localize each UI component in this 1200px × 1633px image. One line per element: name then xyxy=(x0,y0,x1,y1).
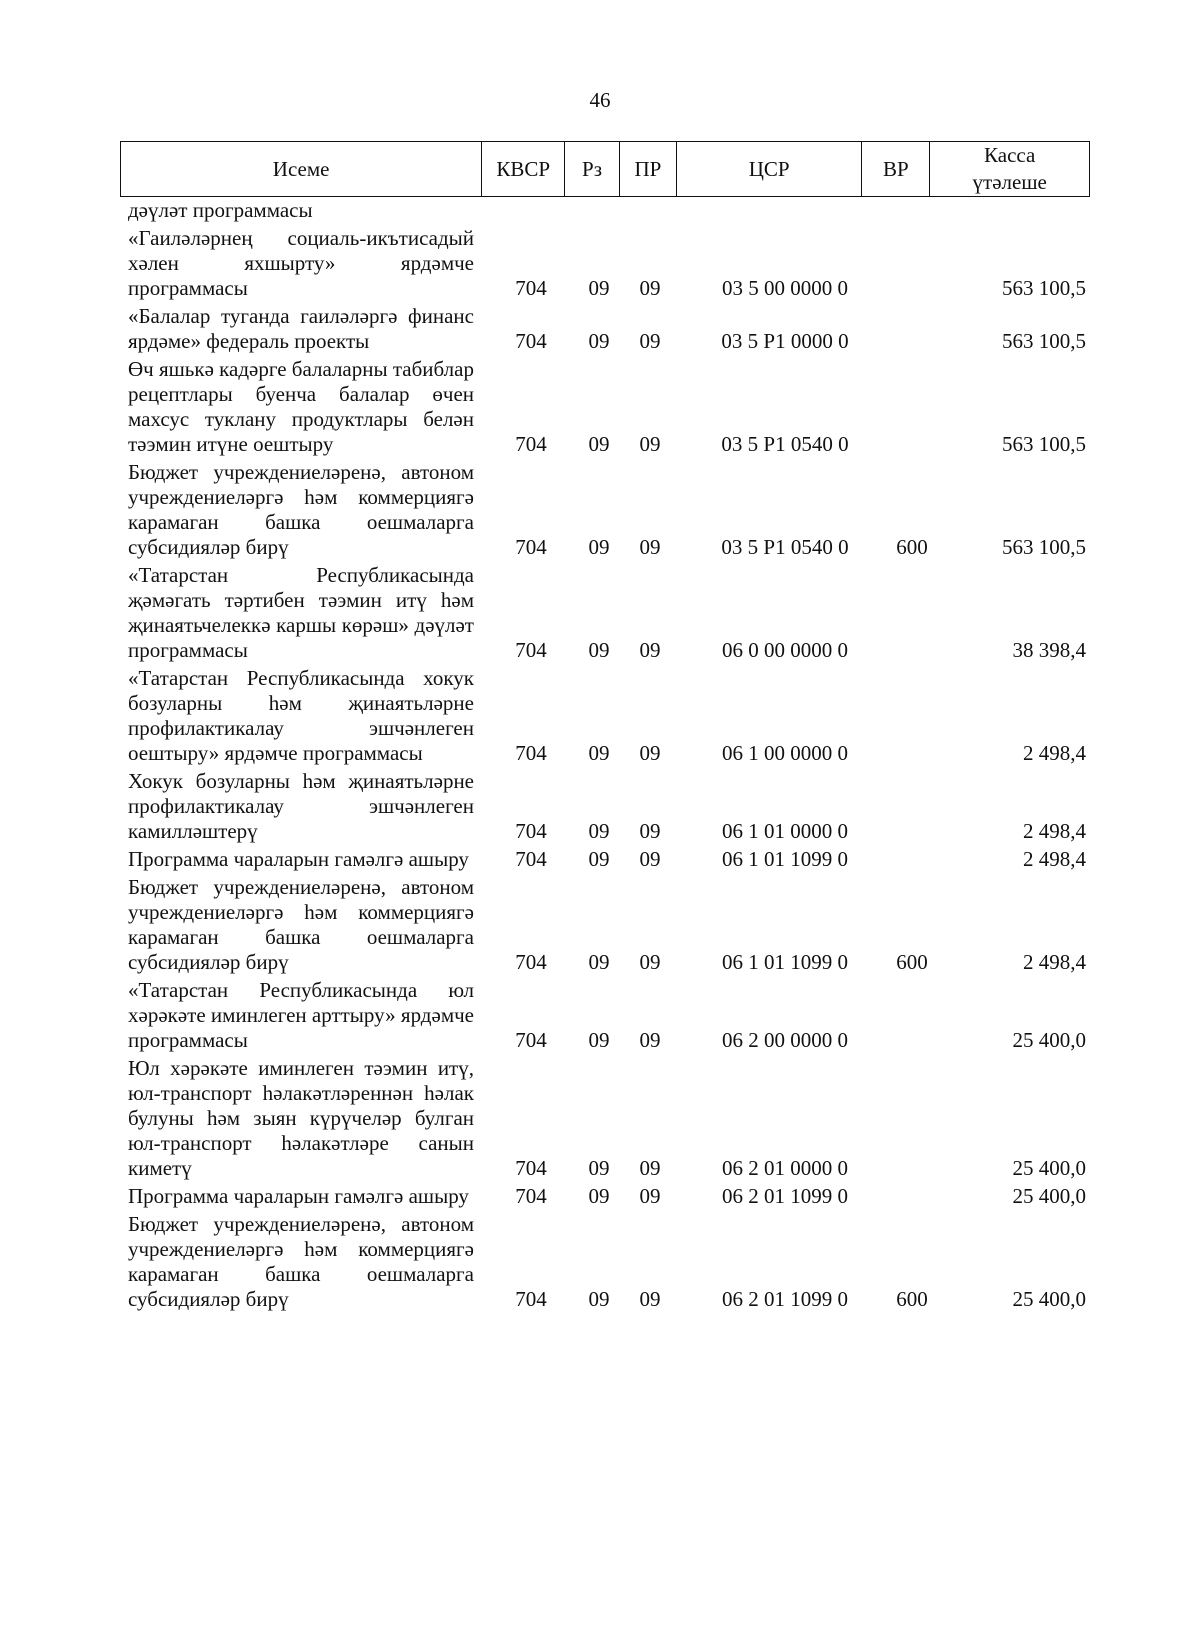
cell-csr: 06 1 01 1099 0 xyxy=(722,847,848,871)
cell-kvsr: 704 xyxy=(515,535,547,559)
header-name: Исеме xyxy=(121,142,482,196)
cell-csr: 03 5 00 0000 0 xyxy=(722,276,848,300)
table-row xyxy=(128,1056,1090,1181)
cell-csr: 03 5 P1 0000 0 xyxy=(721,329,849,353)
table-row xyxy=(128,563,1090,663)
cell-name: Хокук бозуларны һәм җинаятьләрне профилактикалау эшчәнлеген камилләштерү xyxy=(128,769,474,843)
cell-pr: 09 xyxy=(639,1184,661,1208)
cell-kvsr: 704 xyxy=(515,1184,547,1208)
cell-rz: 09 xyxy=(588,535,610,559)
cell-csr: 06 2 01 1099 0 xyxy=(722,1287,848,1311)
cell-amount: 25 400,0 xyxy=(1012,1184,1086,1208)
cell-pr: 09 xyxy=(639,329,661,353)
cell-rz: 09 xyxy=(588,432,610,456)
cell-rz: 09 xyxy=(588,638,610,662)
cell-kvsr: 704 xyxy=(515,276,547,300)
table-body xyxy=(128,198,1090,1315)
cell-pr: 09 xyxy=(639,1287,661,1311)
cell-name: Бюджет учреждениеләренә, автоном учреждениеләргә һәм коммерциягә карамаган башка оешмаларга субсидияләр бирү xyxy=(128,875,474,974)
header-kassa xyxy=(930,142,1089,196)
table-row xyxy=(128,875,1090,975)
cell-name: «Татарстан Республикасында хокук бозуларны һәм җинаятьләрне профилактикалау эшчәнлеген оештыру» ярдәмче программасы xyxy=(128,666,474,765)
cell-pr: 09 xyxy=(639,819,661,843)
table-row xyxy=(128,847,1090,872)
table-row xyxy=(128,460,1090,560)
header-kvsr: КВСР xyxy=(482,142,565,196)
cell-name: Бюджет учреждениеләренә, автоном учреждениеләргә һәм коммерциягә карамаган башка оешмаларга субсидияләр бирү xyxy=(128,460,474,559)
cell-amount: 2 498,4 xyxy=(1023,847,1086,871)
cell-name: Өч яшькә кадәрге балаларны табиблар рецептлары буенча балалар өчен махсус туклану продуктлары белән тәэмин итүне оештыру xyxy=(128,357,474,456)
cell-pr: 09 xyxy=(639,950,661,974)
cell-rz: 09 xyxy=(588,276,610,300)
cell-pr: 09 xyxy=(639,1028,661,1052)
cell-pr: 09 xyxy=(639,638,661,662)
cell-name: Программа чараларын гамәлгә ашыру xyxy=(128,847,469,871)
cell-pr: 09 xyxy=(639,535,661,559)
table-row xyxy=(128,1184,1090,1209)
cell-amount: 2 498,4 xyxy=(1023,741,1086,765)
cell-amount: 563 100,5 xyxy=(1002,329,1086,353)
cell-rz: 09 xyxy=(588,1156,610,1180)
header-pr: ПР xyxy=(620,142,677,196)
cell-name: «Гаиләләрнең социаль-икътисадый хәлен яхшырту» ярдәмче программасы xyxy=(128,226,474,300)
table-row xyxy=(128,226,1090,301)
cell-vr: 600 xyxy=(896,535,928,559)
cell-rz: 09 xyxy=(588,847,610,871)
cell-name: «Татарстан Республикасында юл хәрәкәте иминлеген арттыру» ярдәмче программасы xyxy=(128,978,474,1052)
cell-vr: 600 xyxy=(896,950,928,974)
table-row xyxy=(128,198,1090,223)
cell-name: Программа чараларын гамәлгә ашыру xyxy=(128,1184,469,1208)
header-csr: ЦСР xyxy=(677,142,863,196)
cell-csr: 03 5 P1 0540 0 xyxy=(721,432,849,456)
cell-name: «Татарстан Республикасында җәмәгать тәртибен тәэмин итү һәм җинаятьчелеккә каршы көрәш» дәүләт программасы xyxy=(128,563,474,662)
cell-kvsr: 704 xyxy=(515,950,547,974)
cell-csr: 06 0 00 0000 0 xyxy=(722,638,848,662)
table-row xyxy=(128,769,1090,844)
cell-rz: 09 xyxy=(588,1028,610,1052)
cell-rz: 09 xyxy=(588,741,610,765)
cell-kvsr: 704 xyxy=(515,1028,547,1052)
cell-amount: 25 400,0 xyxy=(1012,1287,1086,1311)
cell-rz: 09 xyxy=(588,1184,610,1208)
cell-name: Бюджет учреждениеләренә, автоном учреждениеләргә һәм коммерциягә карамаган башка оешмаларга субсидияләр бирү xyxy=(128,1212,474,1311)
cell-name: дәүләт программасы xyxy=(128,198,313,222)
cell-name: Юл хәрәкәте иминлеген тәэмин итү, юл-транспорт һәлакәтләреннән һәлак булуны һәм зыян күрүчеләр булган юл-транспорт һәлакәтләре санын киметү xyxy=(128,1056,474,1180)
cell-amount: 563 100,5 xyxy=(1002,535,1086,559)
header-kassa-line1: Касса xyxy=(984,143,1036,167)
header-kassa-line2: үтәлеше xyxy=(972,170,1047,194)
cell-amount: 2 498,4 xyxy=(1023,819,1086,843)
cell-csr: 06 2 01 0000 0 xyxy=(722,1156,848,1180)
cell-kvsr: 704 xyxy=(515,847,547,871)
cell-name: «Балалар туганда гаиләләргә финанс ярдәме» федераль проекты xyxy=(128,304,474,353)
cell-pr: 09 xyxy=(639,741,661,765)
header-rz: Рз xyxy=(565,142,620,196)
cell-kvsr: 704 xyxy=(515,1287,547,1311)
cell-kvsr: 704 xyxy=(515,329,547,353)
cell-kvsr: 704 xyxy=(515,1156,547,1180)
table-header xyxy=(120,141,1090,197)
table-row xyxy=(128,978,1090,1053)
cell-vr: 600 xyxy=(896,1287,928,1311)
table-row xyxy=(128,304,1090,354)
cell-amount: 563 100,5 xyxy=(1002,432,1086,456)
cell-pr: 09 xyxy=(639,1156,661,1180)
cell-rz: 09 xyxy=(588,950,610,974)
cell-pr: 09 xyxy=(639,847,661,871)
cell-pr: 09 xyxy=(639,432,661,456)
cell-csr: 03 5 P1 0540 0 xyxy=(721,535,849,559)
cell-amount: 25 400,0 xyxy=(1012,1156,1086,1180)
cell-amount: 38 398,4 xyxy=(1012,638,1086,662)
cell-rz: 09 xyxy=(588,1287,610,1311)
cell-kvsr: 704 xyxy=(515,638,547,662)
cell-csr: 06 1 01 0000 0 xyxy=(722,819,848,843)
cell-csr: 06 1 01 1099 0 xyxy=(722,950,848,974)
cell-amount: 2 498,4 xyxy=(1023,950,1086,974)
page-number: 46 xyxy=(589,88,611,112)
cell-csr: 06 2 00 0000 0 xyxy=(722,1028,848,1052)
cell-rz: 09 xyxy=(588,819,610,843)
table-row xyxy=(128,666,1090,766)
cell-rz: 09 xyxy=(588,329,610,353)
cell-kvsr: 704 xyxy=(515,741,547,765)
header-vr: ВР xyxy=(862,142,930,196)
table-row xyxy=(128,357,1090,457)
cell-kvsr: 704 xyxy=(515,432,547,456)
table-row xyxy=(128,1212,1090,1312)
cell-amount: 563 100,5 xyxy=(1002,276,1086,300)
cell-amount: 25 400,0 xyxy=(1012,1028,1086,1052)
cell-csr: 06 2 01 1099 0 xyxy=(722,1184,848,1208)
cell-kvsr: 704 xyxy=(515,819,547,843)
cell-pr: 09 xyxy=(639,276,661,300)
cell-csr: 06 1 00 0000 0 xyxy=(722,741,848,765)
